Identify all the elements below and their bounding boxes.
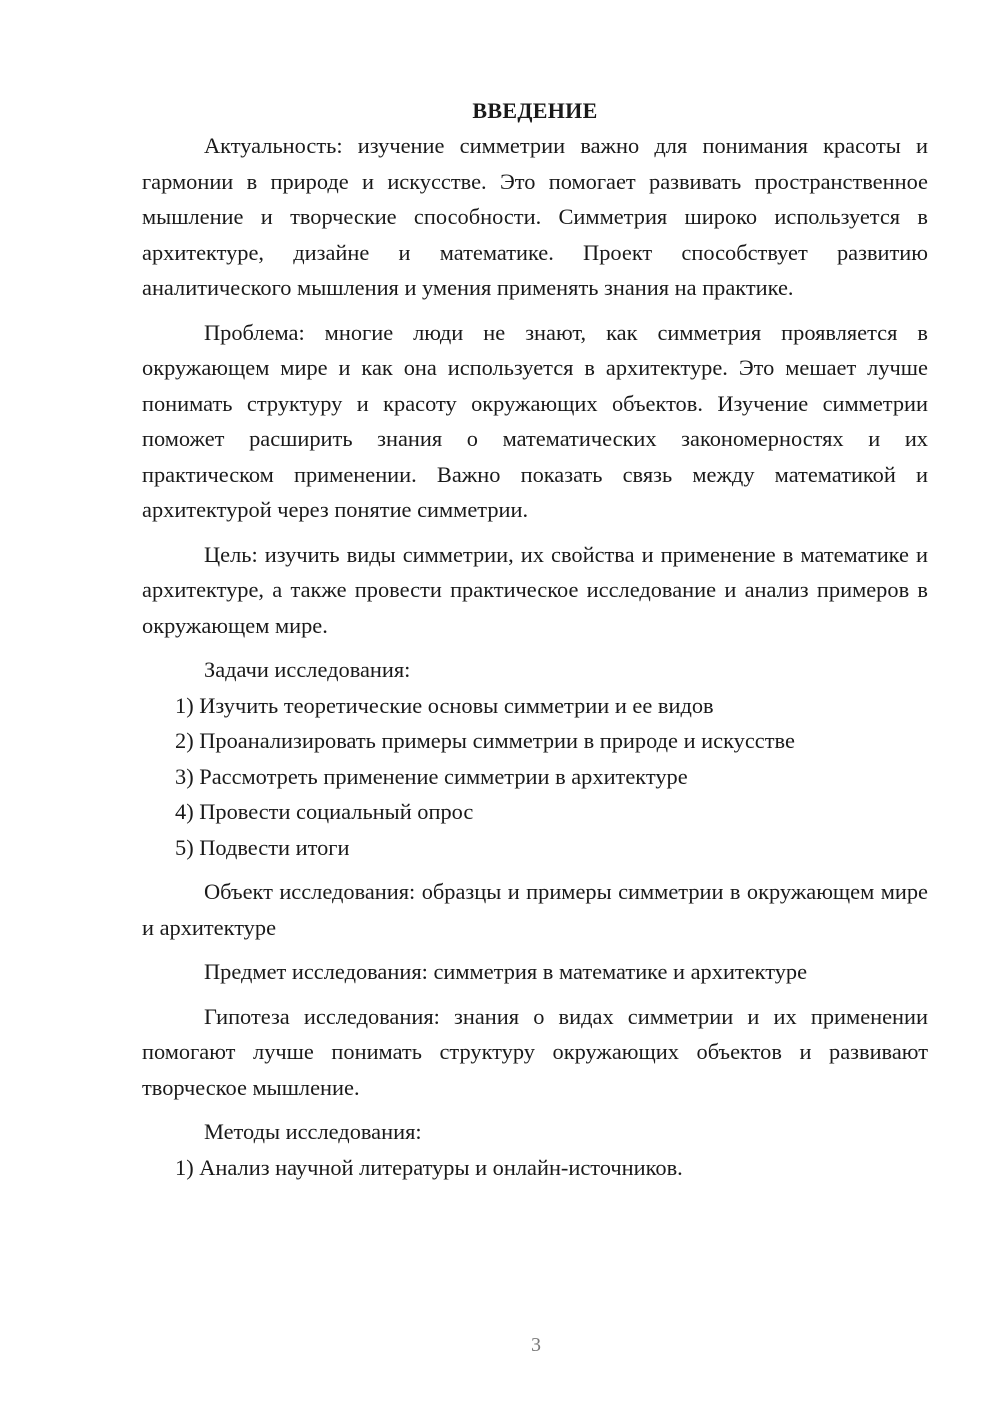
paragraph-problem: Проблема: многие люди не знают, как симметрия проявляется в окружающем мире и как она используется в архитектуре. Это мешает лучше понимать структуру и красоту окружающих объектов. Изучение симметрии поможет расширить знания о математических закономерностях и их практическом применении. Важно показать связь между математикой и архитектурой через понятие симметрии. bbox=[142, 319, 928, 522]
task-item: 3) Рассмотреть применение симметрии в архитектуре bbox=[175, 763, 688, 789]
paragraph-relevance: Актуальность: изучение симметрии важно для понимания красоты и гармонии в природе и искусстве. Это помогает развивать пространственное мышление и творческие способности. Симметрия широко используется в архитектуре, дизайне и математике. Проект способствует развитию аналитического мышления и умения применять знания на практике. bbox=[142, 133, 928, 300]
paragraph-subject: Предмет исследования: симметрия в математике и архитектуре bbox=[204, 959, 808, 984]
methods-heading: Методы исследования: bbox=[204, 1119, 422, 1144]
page-number: 3 bbox=[531, 1334, 541, 1356]
paragraph-hypothesis: Гипотеза исследования: знания о видах симметрии и их применении помогают лучше понимать структуру окружающих объектов и развивают творческое мышление. bbox=[142, 1003, 928, 1100]
method-item: 1) Анализ научной литературы и онлайн-источников. bbox=[175, 1154, 683, 1180]
document-page bbox=[142, 93, 928, 1185]
task-item: 2) Проанализировать примеры симметрии в природе и искусстве bbox=[175, 728, 795, 753]
paragraph-object: Объект исследования: образцы и примеры симметрии в окружающем мире и архитектуре bbox=[142, 879, 928, 940]
task-item: 1) Изучить теоретические основы симметрии и ее видов bbox=[175, 692, 714, 718]
task-item: 5) Подвести итоги bbox=[175, 834, 350, 860]
task-item: 4) Провести социальный опрос bbox=[175, 799, 474, 824]
paragraph-goal: Цель: изучить виды симметрии, их свойства и применение в математике и архитектуре, а также провести практическое исследование и анализ примеров в окружающем мире. bbox=[142, 541, 928, 638]
tasks-heading: Задачи исследования: bbox=[204, 657, 411, 682]
page-title: ВВЕДЕНИЕ bbox=[472, 98, 598, 123]
